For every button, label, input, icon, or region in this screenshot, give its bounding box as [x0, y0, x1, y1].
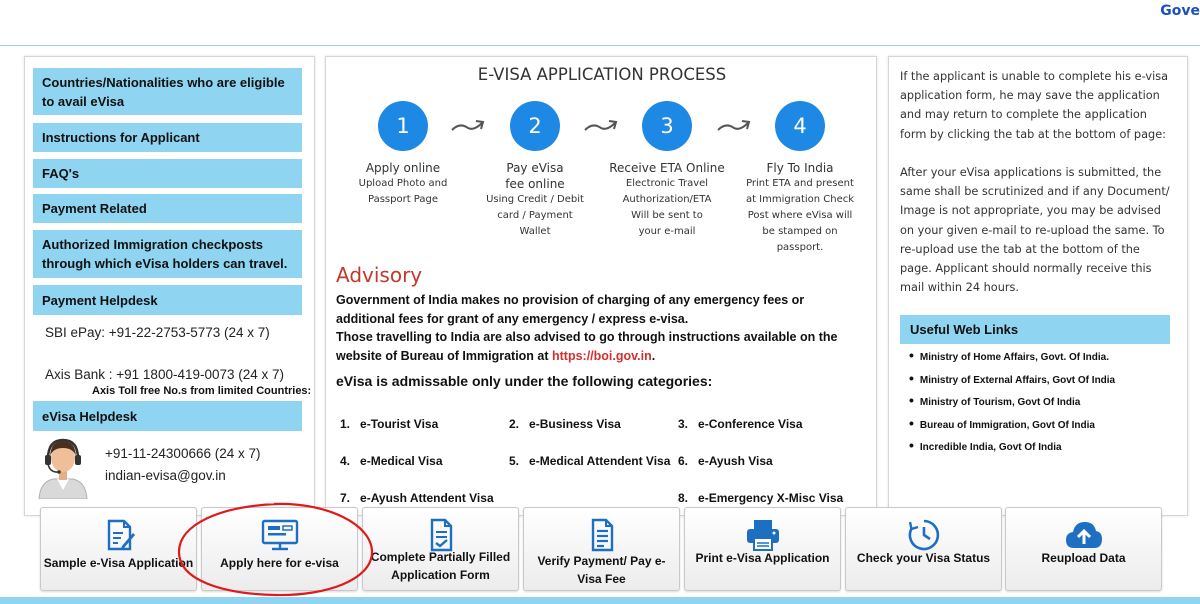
countries-eligible-button[interactable]: Countries/Nationalities who are eligible to avail eVisa: [33, 68, 302, 115]
category-item: [678, 454, 773, 468]
category-number: 6.: [678, 454, 689, 468]
advisory-paragraph-2: [336, 328, 866, 365]
complete-partial-form-tile[interactable]: [362, 507, 519, 591]
right-info-panel: [888, 56, 1188, 516]
advisory-paragraph-1: Government of India makes no provision of charging of any emergency fees or additional fees for grant of any emergency / express e-visa.: [336, 293, 805, 326]
reupload-info: After your eVisa applications is submitted, the same shall be scrutinized and if any Document/ Image is not appropriate, you may be advised on your given e-mail to re-upload the same. To re-upload use the tab at the bottom of the page. Applicant should normally receive this mail within 24 hours.: [900, 166, 1170, 295]
process-title: E-VISA APPLICATION PROCESS: [477, 65, 727, 84]
step-title: Receive ETA Online: [609, 161, 725, 175]
category-label: e-Ayush Attendent Visa: [360, 491, 494, 505]
category-item: [340, 454, 443, 468]
category-number: 2.: [509, 417, 520, 431]
step-number-circle: 3: [642, 101, 692, 151]
tile-label: Apply here for e-visa: [220, 556, 339, 570]
government-header-text[interactable]: Gove: [1160, 3, 1200, 19]
link-home-affairs[interactable]: • Ministry of Home Affairs, Govt. Of India.: [909, 347, 1109, 363]
tile-label: Print e-Visa Application: [695, 551, 830, 565]
advisory-paragraph-2-text: Those travelling to India are also advised to go through instructions available on the website of Bureau of Immigration at: [336, 330, 838, 363]
tile-label: Verify Payment/ Pay e-Visa Fee: [537, 554, 666, 586]
step-number-circle: 1: [378, 101, 428, 151]
category-item: [509, 454, 670, 468]
category-item: [509, 417, 621, 431]
category-item: [678, 417, 803, 431]
category-number: 3.: [678, 417, 689, 431]
check-visa-status-tile[interactable]: [845, 507, 1002, 591]
boi-link[interactable]: https://boi.gov.in: [552, 348, 652, 363]
bottom-accent-bar: [0, 597, 1200, 604]
advisory-heading: Advisory: [336, 263, 423, 287]
link-tourism[interactable]: • Ministry of Tourism, Govt Of India: [909, 392, 1080, 408]
tile-label: Complete Partially Filled Application Form: [370, 550, 511, 582]
category-number: 5.: [509, 454, 520, 468]
immigration-checkposts-button[interactable]: Authorized Immigration checkposts through which eVisa holders can travel.: [33, 230, 302, 278]
helpdesk-email[interactable]: indian-evisa@gov.in: [105, 468, 226, 483]
helpdesk-phone: +91-11-24300666 (24 x 7): [105, 446, 261, 461]
payment-related-button[interactable]: Payment Related: [33, 194, 302, 223]
process-step-2: [468, 101, 602, 240]
instructions-button[interactable]: Instructions for Applicant: [33, 123, 302, 152]
category-item: [340, 491, 494, 505]
center-process-panel: [325, 56, 877, 516]
link-incredible-india[interactable]: • Incredible India, Govt Of India: [909, 437, 1062, 453]
top-header-bar: [0, 0, 1200, 46]
monitor-form-icon: [202, 518, 357, 552]
document-list-icon: [524, 518, 679, 552]
step-description: Print ETA and present at Immigration Check Post where eVisa will be stamped on passport.: [745, 178, 855, 253]
category-label: e-Medical Visa: [360, 454, 443, 468]
step-title: Pay eVisa fee online: [505, 161, 565, 191]
category-label: e-Medical Attendent Visa: [529, 454, 671, 468]
category-label: e-Ayush Visa: [698, 454, 773, 468]
useful-links-header: Useful Web Links: [900, 315, 1170, 344]
advisory-paragraph-2-end: .: [651, 348, 656, 363]
category-label: e-Business Visa: [529, 417, 621, 431]
category-number: 4.: [340, 454, 351, 468]
link-external-affairs[interactable]: • Ministry of External Affairs, Govt Of India: [909, 370, 1115, 386]
step-description: Upload Photo and Passport Page: [358, 178, 448, 205]
step-title: Apply online: [365, 161, 441, 175]
process-step-3: [600, 101, 734, 240]
category-number: 8.: [678, 491, 689, 505]
reupload-data-tile[interactable]: [1005, 507, 1162, 591]
clock-status-icon: [846, 518, 1001, 552]
helpdesk-agent-avatar: [35, 435, 91, 499]
step-description: Using Credit / Debit card / Payment Wallet: [486, 194, 584, 237]
axis-tollfree-note: Axis Toll free No.s from limited Countries:: [92, 385, 312, 397]
category-label: e-Conference Visa: [698, 417, 803, 431]
category-number: 7.: [340, 491, 351, 505]
step-title: Fly To India: [766, 161, 834, 175]
verify-payment-tile[interactable]: [523, 507, 680, 591]
faq-button[interactable]: FAQ's: [33, 159, 302, 188]
print-evisa-tile[interactable]: [684, 507, 841, 591]
apply-evisa-tile[interactable]: [201, 507, 358, 591]
document-check-icon: [363, 518, 518, 552]
tile-label: Reupload Data: [1041, 551, 1126, 565]
categories-heading: eVisa is admissable only under the following categories:: [336, 373, 713, 389]
category-item: [678, 491, 843, 505]
advisory-text: [336, 291, 866, 365]
process-step-4: [733, 101, 867, 256]
axis-bank-contact: Axis Bank : +91 1800-419-0073 (24 x 7): [45, 367, 285, 382]
save-application-info: If the applicant is unable to complete his e-visa application form, he may save the application and may return to complete the application form by clicking the tab at the bottom of page:: [900, 70, 1169, 141]
category-item: [340, 417, 438, 431]
sbi-epay-contact: SBI ePay: +91-22-2753-5773 (24 x 7): [45, 325, 270, 340]
evisa-helpdesk-header: eVisa Helpdesk: [33, 401, 302, 431]
link-bureau-immigration[interactable]: • Bureau of Immigration, Govt Of India: [909, 415, 1095, 431]
category-number: 1.: [340, 417, 351, 431]
cloud-upload-icon: [1006, 518, 1161, 552]
category-label: e-Tourist Visa: [360, 417, 439, 431]
step-number-circle: 2: [510, 101, 560, 151]
payment-helpdesk-header: Payment Helpdesk: [33, 285, 302, 315]
step-number-circle: 4: [775, 101, 825, 151]
step-description: Electronic Travel Authorization/ETA Will be sent to your e-mail: [622, 178, 712, 237]
sample-evisa-tile[interactable]: [40, 507, 197, 591]
tile-label: Check your Visa Status: [856, 551, 991, 565]
category-label: e-Emergency X-Misc Visa: [698, 491, 844, 505]
document-edit-icon: [41, 518, 196, 552]
tile-label: Sample e-Visa Application: [43, 556, 194, 570]
left-sidebar-panel: [24, 56, 315, 516]
printer-icon: [685, 518, 840, 552]
